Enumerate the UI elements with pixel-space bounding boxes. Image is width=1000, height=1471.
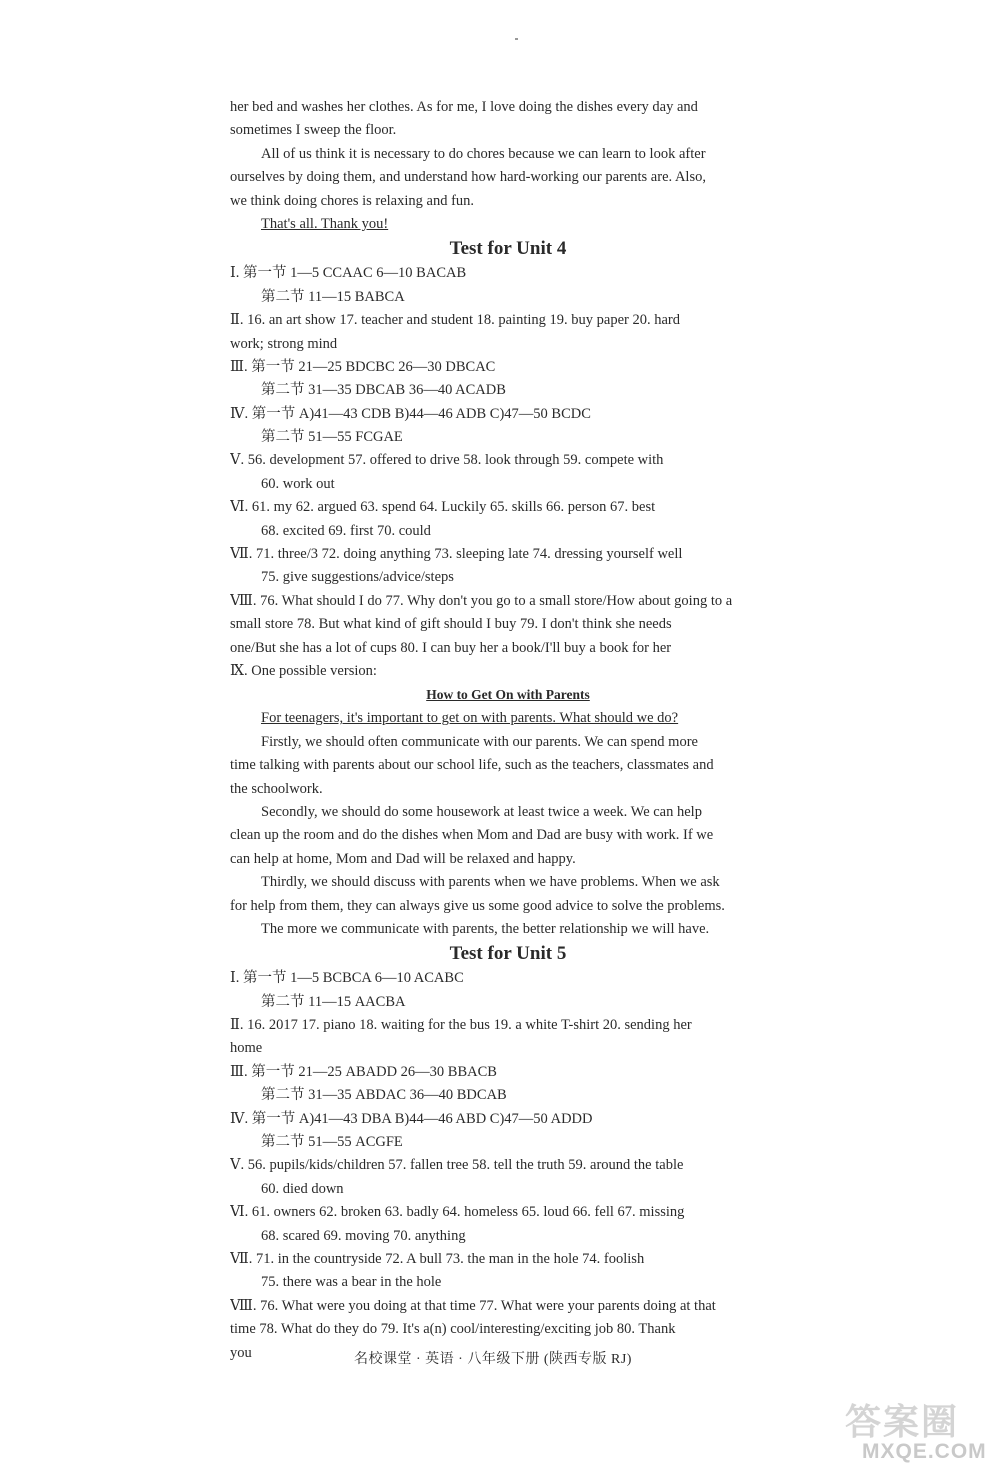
answer-line: Ⅵ. 61. my 62. argued 63. spend 64. Luckily 65. skills 66. person 67. best bbox=[230, 499, 656, 516]
answer-line: 第二节 31—35 DBCAB 36—40 ACADB bbox=[261, 382, 506, 399]
essay-line: clean up the room and do the dishes when Mom and Dad are busy with work. If we bbox=[230, 827, 714, 844]
answer-line: time 78. What do they do 79. It's a(n) cool/interesting/exciting job 80. Thank bbox=[230, 1321, 676, 1338]
essay-intro: For teenagers, it's important to get on with parents. What should we do? bbox=[261, 710, 679, 727]
answer-line: Ⅲ. 第一节 21—25 ABADD 26—30 BBACB bbox=[230, 1063, 497, 1080]
answer-line: work; strong mind bbox=[230, 335, 338, 352]
answer-line: Ⅰ. 第一节 1—5 BCBCA 6—10 ACABC bbox=[230, 970, 464, 987]
answer-line: small store 78. But what kind of gift should I buy 79. I don't think she needs bbox=[230, 616, 672, 633]
answer-line: 60. died down bbox=[261, 1180, 344, 1197]
essay-line: for help from them, they can always give us some good advice to solve the problems. bbox=[230, 897, 725, 914]
answer-content bbox=[230, 96, 786, 1365]
answer-line: 68. scared 69. moving 70. anything bbox=[261, 1227, 466, 1244]
answer-line: Ⅴ. 56. pupils/kids/children 57. fallen tree 58. tell the truth 59. around the table bbox=[230, 1157, 684, 1174]
answer-line: 第二节 11—15 AACBA bbox=[261, 993, 406, 1010]
answer-line: 60. work out bbox=[261, 475, 335, 492]
unit4-title: Test for Unit 4 bbox=[449, 238, 567, 260]
answer-line: 第二节 51—55 ACGFE bbox=[261, 1134, 403, 1151]
essay-line: Thirdly, we should discuss with parents when we have problems. When we ask bbox=[261, 874, 720, 891]
answer-line: 68. excited 69. first 70. could bbox=[261, 522, 431, 539]
answer-line: Ⅷ. 76. What should I do 77. Why don't you go to a small store/How about going to a bbox=[230, 592, 733, 609]
answer-line: Ⅶ. 71. three/3 72. doing anything 73. sleeping late 74. dressing yourself well bbox=[230, 546, 683, 563]
essay-line: Secondly, we should do some housework at least twice a week. We can help bbox=[261, 803, 702, 820]
watermark-url: MXQE.COM bbox=[862, 1440, 987, 1463]
answer-line: Ⅱ. 16. an art show 17. teacher and student 18. painting 19. buy paper 20. hard bbox=[230, 312, 680, 329]
essay-line: The more we communicate with parents, the better relationship we will have. bbox=[261, 920, 710, 937]
closing-text: That's all. Thank you! bbox=[261, 215, 389, 232]
answer-line: Ⅲ. 第一节 21—25 BDCBC 26—30 DBCAC bbox=[230, 358, 496, 375]
essay-line: Firstly, we should often communicate with our parents. We can spend more bbox=[261, 733, 698, 750]
intro-line: All of us think it is necessary to do chores because we can learn to look after bbox=[261, 145, 706, 162]
answer-line: Ⅷ. 76. What were you doing at that time 77. What were your parents doing at that bbox=[230, 1297, 716, 1314]
unit5-title: Test for Unit 5 bbox=[449, 943, 567, 965]
answer-line: Ⅵ. 61. owners 62. broken 63. badly 64. homeless 65. loud 66. fell 67. missing bbox=[230, 1204, 685, 1221]
answer-line: Ⅸ. One possible version: bbox=[230, 662, 377, 679]
answer-line: Ⅱ. 16. 2017 17. piano 18. waiting for the bus 19. a white T-shirt 20. sending her bbox=[230, 1017, 692, 1034]
answer-line: Ⅳ. 第一节 A)41—43 CDB B)44—46 ADB C)47—50 BCDC bbox=[230, 405, 591, 422]
essay-line: can help at home, Mom and Dad will be relaxed and happy. bbox=[230, 850, 576, 867]
answer-line: 第二节 31—35 ABDAC 36—40 BDCAB bbox=[261, 1087, 507, 1104]
intro-closing bbox=[230, 213, 786, 236]
answer-line: 第二节 51—55 FCGAE bbox=[261, 429, 403, 446]
intro-line: ourselves by doing them, and understand how hard-working our parents are. Also, bbox=[230, 169, 706, 186]
answer-line: 75. there was a bear in the hole bbox=[261, 1274, 442, 1291]
watermark-logo: 答案圈 bbox=[845, 1402, 960, 1443]
answer-line: Ⅴ. 56. development 57. offered to drive 58. look through 59. compete with bbox=[230, 452, 664, 469]
answer-line: home bbox=[230, 1040, 263, 1057]
essay-line: the schoolwork. bbox=[230, 780, 323, 797]
essay-line: time talking with parents about our school life, such as the teachers, classmates and bbox=[230, 757, 714, 774]
answer-line: Ⅳ. 第一节 A)41—43 DBA B)44—46 ABD C)47—50 ADDD bbox=[230, 1110, 593, 1127]
essay-title: How to Get On with Parents bbox=[426, 687, 590, 703]
answer-line: 第二节 11—15 BABCA bbox=[261, 288, 405, 305]
essay-line bbox=[230, 707, 786, 730]
intro-line: we think doing chores is relaxing and fun. bbox=[230, 192, 475, 209]
page-footer: 名校课堂 · 英语 · 八年级下册 (陕西专版 RJ) bbox=[354, 1352, 632, 1367]
answer-line: you bbox=[230, 1344, 252, 1361]
scan-speck bbox=[515, 38, 518, 40]
answer-line: Ⅰ. 第一节 1—5 CCAAC 6—10 BACAB bbox=[230, 265, 467, 282]
answer-line: one/But she has a lot of cups 80. I can buy her a book/I'll buy a book for her bbox=[230, 639, 672, 656]
intro-line: her bed and washes her clothes. As for me, I love doing the dishes every day and bbox=[230, 99, 698, 115]
answer-line: 75. give suggestions/advice/steps bbox=[261, 569, 454, 586]
answer-line: Ⅶ. 71. in the countryside 72. A bull 73. the man in the hole 74. foolish bbox=[230, 1250, 645, 1267]
intro-line: sometimes I sweep the floor. bbox=[230, 122, 397, 139]
